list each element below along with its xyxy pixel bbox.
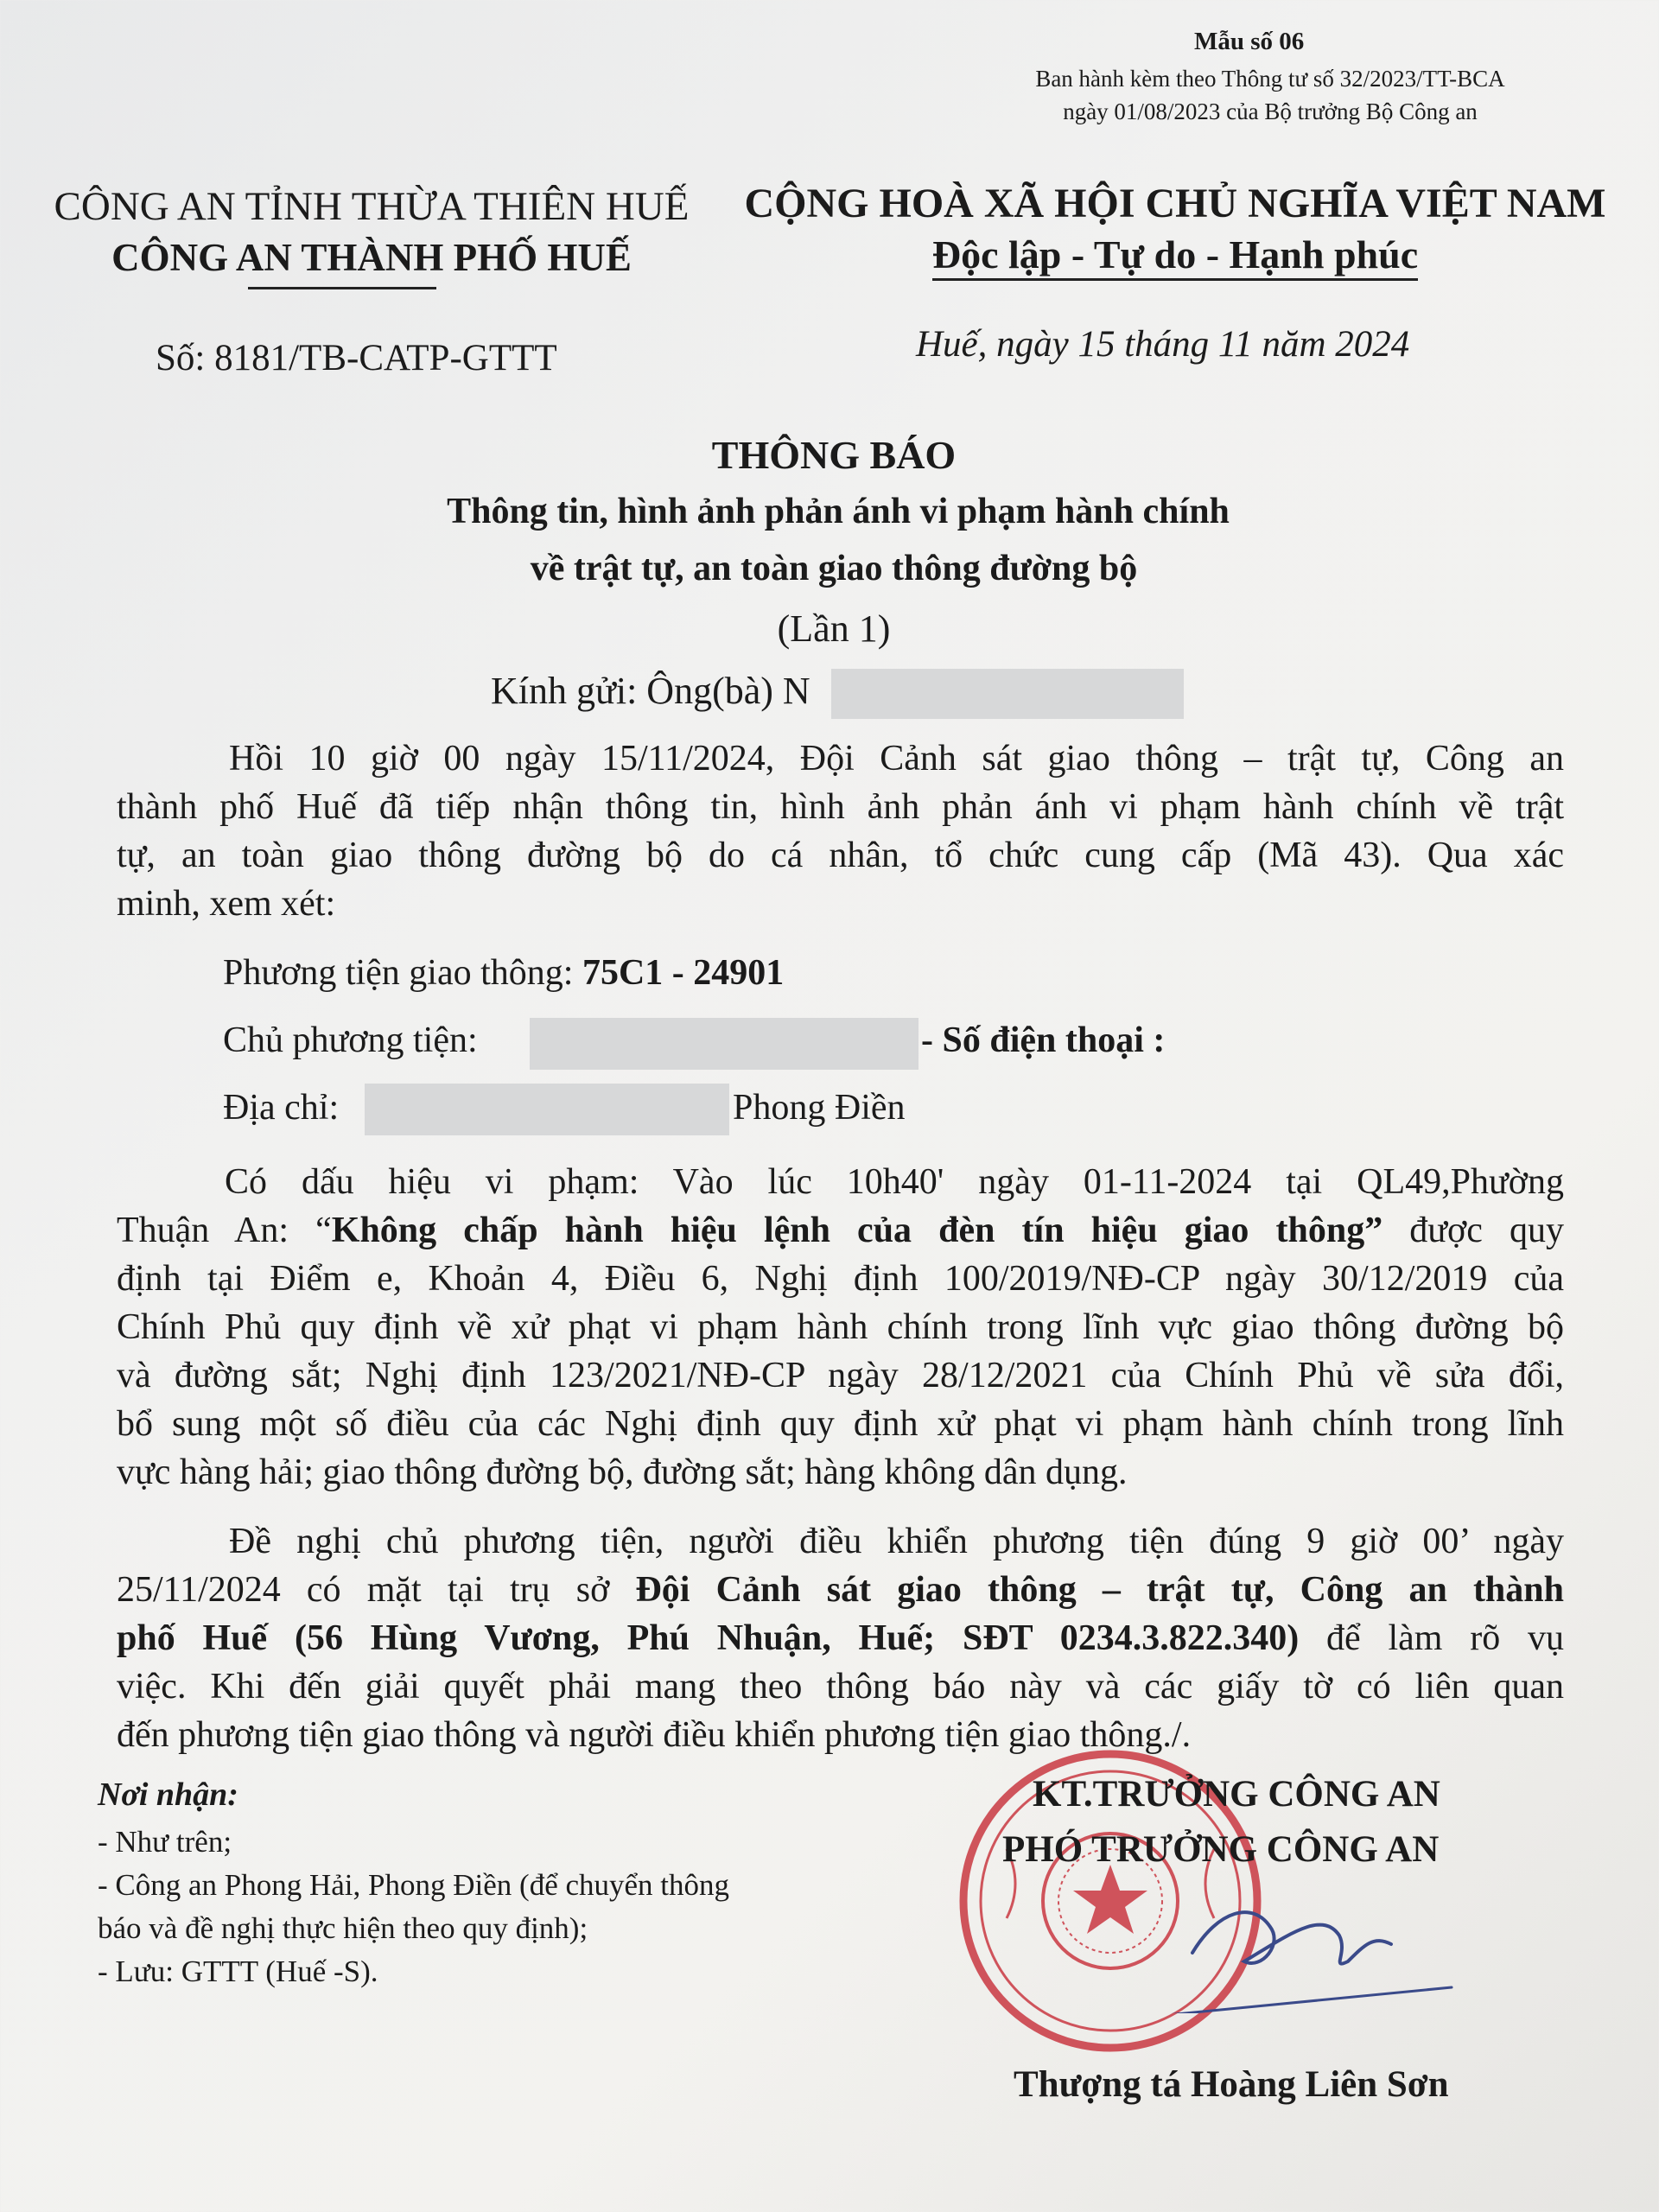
vehicle-label: Phương tiện giao thông: xyxy=(223,953,574,993)
document-title: THÔNG BÁO xyxy=(711,433,957,477)
violation-line-4: Chính Phủ quy định về xử phạt vi phạm hành chính trong lĩnh vực giao thông đường bộ xyxy=(117,1307,1564,1347)
recipient-item: - Lưu: GTTT (Huế -S). xyxy=(98,1955,378,1988)
violation-line-3: định tại Điểm e, Khoản 4, Điều 6, Nghị định 100/2019/NĐ-CP ngày 30/12/2019 của xyxy=(117,1259,1564,1299)
issued-by-line-2: ngày 01/08/2023 của Bộ trưởng Bộ Công an xyxy=(1063,99,1478,124)
request-date: 25/11/2024 có mặt tại trụ sở xyxy=(117,1570,636,1610)
issuer-unit: CÔNG AN THÀNH PHỐ HUẾ xyxy=(111,236,632,279)
recipient-item: báo và đề nghị thực hiện theo quy định); xyxy=(98,1911,588,1945)
violation-line-2 xyxy=(117,1206,1564,1255)
violation-line-5: và đường sắt; Nghị định 123/2021/NĐ-CP ngày 28/12/2021 của Chính Phủ về sửa đổi, xyxy=(117,1356,1564,1395)
request-line-4: việc. Khi đến giải quyết phải mang theo thông báo này và các giấy tờ có liên quan xyxy=(117,1667,1564,1707)
address-label: Địa chỉ: xyxy=(223,1088,340,1128)
form-number: Mẫu số 06 xyxy=(1194,28,1305,55)
document-number: Số: 8181/TB-CATP-GTTT xyxy=(156,338,557,378)
recipient-item: - Như trên; xyxy=(98,1825,232,1859)
violation-line-2-tail: được quy xyxy=(1382,1211,1564,1250)
issued-by-line-1: Ban hành kèm theo Thông tư số 32/2023/TT-BCA xyxy=(1035,66,1505,92)
request-office: Đội Cảnh sát giao thông – trật tự, Công an thành xyxy=(635,1570,1564,1610)
violation-line-7: vực hàng hải; giao thông đường bộ, đường sắt; hàng không dân dụng. xyxy=(117,1452,1128,1492)
vehicle-plate: 75C1 - 24901 xyxy=(582,953,785,993)
national-name: CỘNG HOÀ XÃ HỘI CHỦ NGHĨA VIỆT NAM xyxy=(744,181,1606,226)
handwritten-signature xyxy=(1089,1858,1486,2013)
recipient-item: - Công an Phong Hải, Phong Điền (để chuyển thông xyxy=(98,1868,730,1902)
signature-title-2: PHÓ TRƯỞNG CÔNG AN xyxy=(1002,1829,1440,1870)
violation-line-1: Có dấu hiệu vi phạm: Vào lúc 10h40' ngày 01-11-2024 tại QL49,Phường xyxy=(225,1162,1564,1202)
para1-line-2: thành phố Huế đã tiếp nhận thông tin, hình ảnh phản ánh vi phạm hành chính về trật xyxy=(117,787,1564,827)
signer-name: Thượng tá Hoàng Liên Sơn xyxy=(1014,2064,1449,2105)
para1-line-4: minh, xem xét: xyxy=(117,884,336,924)
recipients-heading: Nơi nhận: xyxy=(98,1777,238,1813)
owner-phone-label: - Số điện thoại : xyxy=(921,1020,1166,1060)
violation-line-6: bổ sung một số điều của các Nghị định quy định xử phạt vi phạm hành chính trong lĩnh xyxy=(117,1404,1564,1444)
document-subtitle-2: về trật tự, an toàn giao thông đường bộ xyxy=(530,549,1138,588)
request-line-2 xyxy=(117,1566,1564,1614)
recipient-label: Kính gửi: Ông(bà) N xyxy=(491,670,810,712)
violation-description: Không chấp hành hiệu lệnh của đèn tín hiệu giao thông” xyxy=(331,1211,1383,1250)
request-line-5: đến phương tiện giao thông và người điều khiển phương tiện giao thông./. xyxy=(117,1715,1192,1755)
para1-line-1: Hồi 10 giờ 00 ngày 15/11/2024, Đội Cảnh sát giao thông – trật tự, Công an xyxy=(229,739,1564,779)
motto-text: Độc lập - Tự do - Hạnh phúc xyxy=(932,232,1418,281)
issuer-parent: CÔNG AN TỈNH THỪA THIÊN HUẾ xyxy=(54,184,690,229)
redaction-recipient-name xyxy=(831,669,1184,719)
request-office-address: phố Huế (56 Hùng Vương, Phú Nhuận, Huế; SĐT 0234.3.822.340) xyxy=(117,1618,1300,1658)
redaction-owner-name xyxy=(530,1018,918,1070)
place-date: Huế, ngày 15 tháng 11 năm 2024 xyxy=(916,324,1410,365)
document-subtitle-1: Thông tin, hình ảnh phản ánh vi phạm hành chính xyxy=(447,492,1230,531)
request-line-1: Đề nghị chủ phương tiện, người điều khiển phương tiện đúng 9 giờ 00’ ngày xyxy=(229,1522,1564,1561)
signature-title-1: KT.TRƯỞNG CÔNG AN xyxy=(1033,1774,1440,1815)
request-line-3-tail: để làm rõ vụ xyxy=(1299,1618,1565,1658)
violation-location: Thuận An: “ xyxy=(117,1211,332,1250)
owner-label: Chủ phương tiện: xyxy=(223,1020,478,1060)
address-district: Phong Điền xyxy=(733,1088,906,1128)
redaction-address xyxy=(365,1084,729,1135)
para1-line-3: tự, an toàn giao thông đường bộ do cá nhân, tổ chức cung cấp (Mã 43). Qua xác xyxy=(117,836,1564,875)
notice-round: (Lần 1) xyxy=(777,607,891,650)
vehicle-row xyxy=(223,952,784,994)
request-line-3 xyxy=(117,1614,1564,1662)
issuer-underline xyxy=(248,287,436,289)
national-motto xyxy=(743,232,1607,277)
